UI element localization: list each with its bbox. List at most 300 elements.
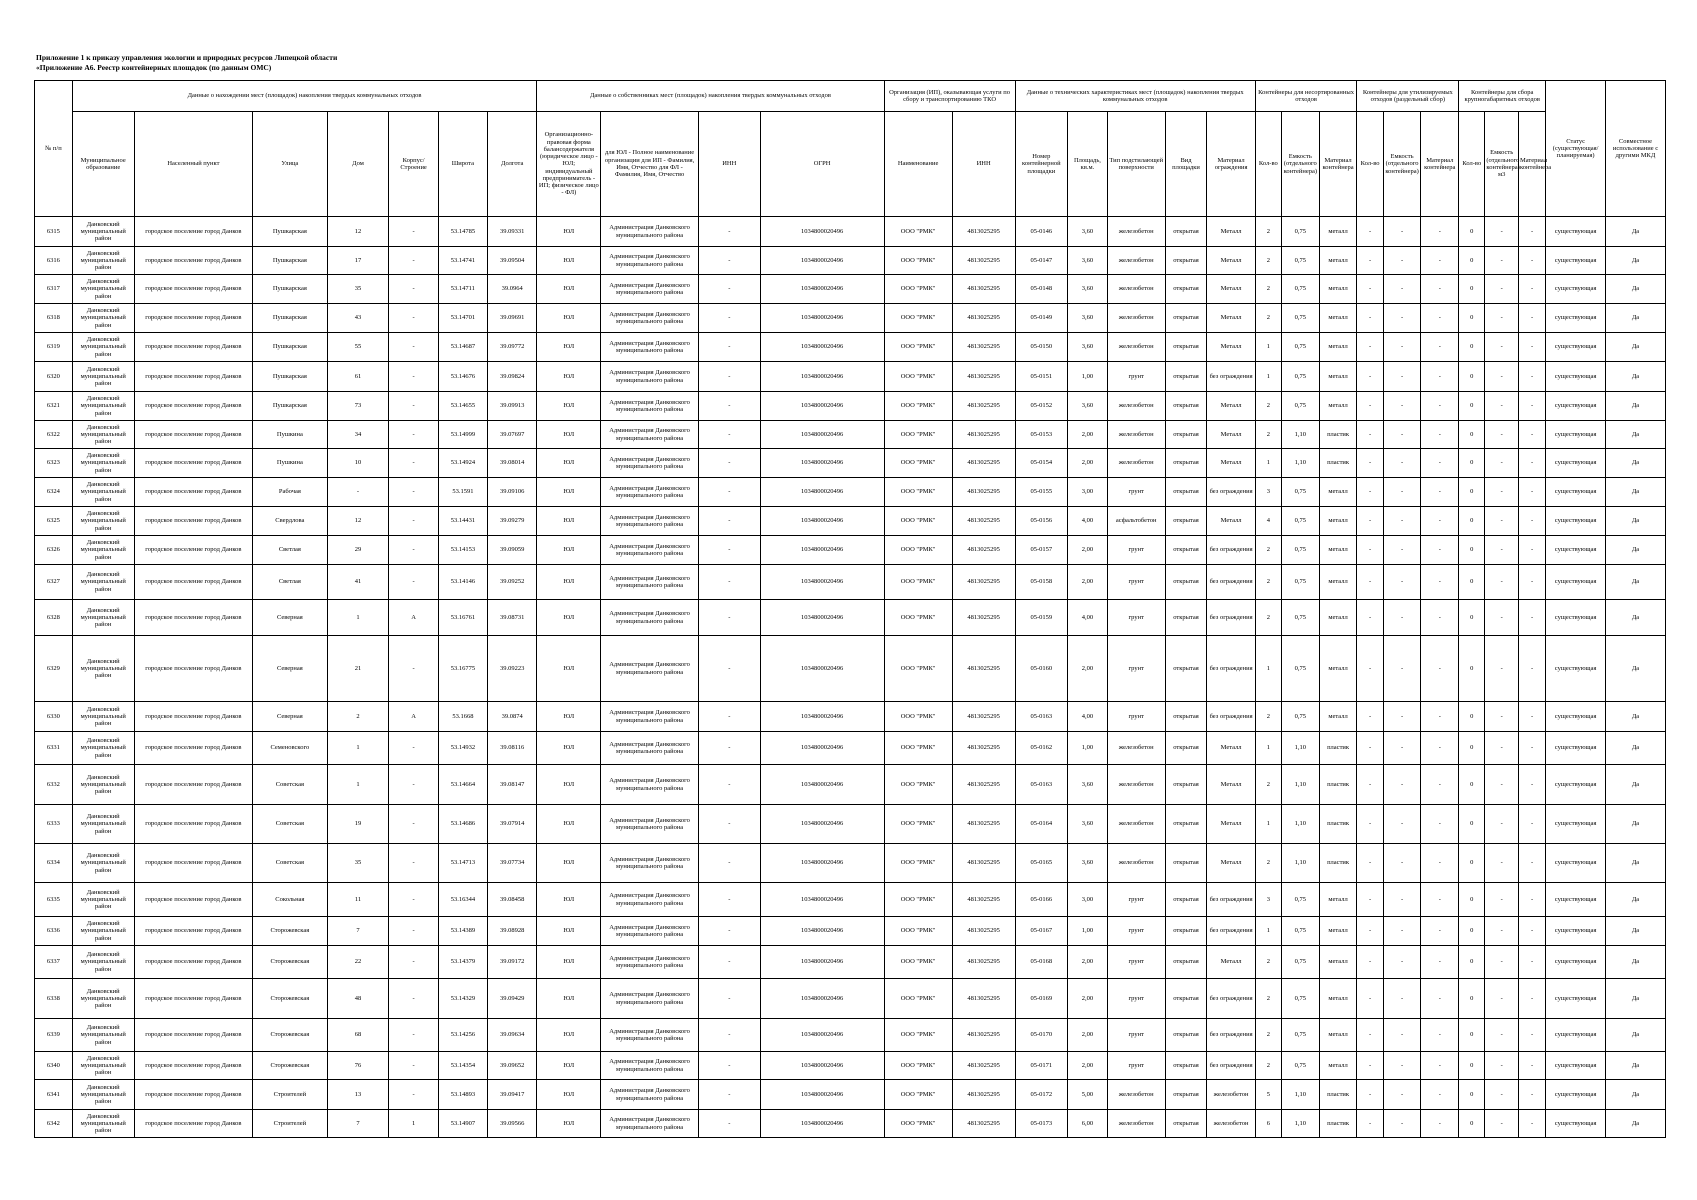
- table-cell: 1034800020496: [760, 275, 884, 304]
- table-row: [35, 765, 1666, 805]
- col-lon: Долгота: [488, 112, 537, 217]
- table-cell: пластик: [1319, 1110, 1357, 1138]
- table-cell: 6325: [35, 507, 73, 536]
- table-cell: 05-0153: [1015, 421, 1067, 449]
- table-cell: 53.1668: [438, 702, 487, 732]
- table-cell: 3,60: [1068, 392, 1108, 421]
- table-cell: 4813025295: [952, 979, 1015, 1019]
- table-cell: железобетон: [1107, 765, 1165, 805]
- table-cell: Администрация Данковского муниципального района: [601, 421, 699, 449]
- table-cell: ЮЛ: [537, 247, 601, 275]
- table-cell: без ограждения: [1207, 1052, 1255, 1080]
- table-cell: -: [1485, 946, 1519, 979]
- table-cell: -: [1357, 1019, 1383, 1052]
- table-cell: грунт: [1107, 702, 1165, 732]
- table-cell: 4813025295: [952, 275, 1015, 304]
- table-row: [35, 732, 1666, 765]
- table-cell: открытая: [1165, 1080, 1207, 1110]
- table-row: [35, 536, 1666, 565]
- table-cell: 4813025295: [952, 917, 1015, 946]
- table-cell: ООО "РМК": [884, 362, 952, 392]
- table-cell: -: [1383, 217, 1421, 247]
- table-cell: существующая: [1546, 217, 1606, 247]
- table-cell: 2: [1255, 1052, 1281, 1080]
- col-recycle-material: Материал контейнера: [1421, 112, 1459, 217]
- table-cell: Да: [1605, 392, 1665, 421]
- table-cell: -: [389, 844, 438, 883]
- table-cell: Данковский муниципальный район: [72, 362, 134, 392]
- table-cell: Данковский муниципальный район: [72, 449, 134, 478]
- table-cell: открытая: [1165, 765, 1207, 805]
- table-cell: пластик: [1319, 732, 1357, 765]
- table-cell: 6337: [35, 946, 73, 979]
- col-bulky-qty: Кол-во: [1459, 112, 1485, 217]
- table-cell: Пушкина: [253, 449, 327, 478]
- table-cell: открытая: [1165, 946, 1207, 979]
- table-cell: Металл: [1207, 765, 1255, 805]
- table-cell: 2: [1255, 247, 1281, 275]
- table-cell: 53.16761: [438, 600, 487, 636]
- table-cell: 4,00: [1068, 600, 1108, 636]
- table-cell: городское поселение город Данков: [134, 917, 253, 946]
- table-cell: 0: [1459, 979, 1485, 1019]
- table-cell: открытая: [1165, 449, 1207, 478]
- table-cell: Пушкарская: [253, 392, 327, 421]
- table-cell: -: [1383, 478, 1421, 507]
- table-cell: асфальтобетон: [1107, 507, 1165, 536]
- table-cell: 0: [1459, 946, 1485, 979]
- table-row: [35, 1080, 1666, 1110]
- col-house: Дом: [327, 112, 389, 217]
- col-ogrn: ОГРН: [760, 112, 884, 217]
- table-cell: Данковский муниципальный район: [72, 805, 134, 844]
- table-cell: -: [1421, 449, 1459, 478]
- table-cell: 05-0171: [1015, 1052, 1067, 1080]
- table-cell: -: [1383, 702, 1421, 732]
- table-cell: открытая: [1165, 917, 1207, 946]
- table-cell: 0: [1459, 275, 1485, 304]
- table-cell: 1,00: [1068, 732, 1108, 765]
- table-cell: 0: [1459, 917, 1485, 946]
- table-cell: ЮЛ: [537, 421, 601, 449]
- table-cell: Свердлова: [253, 507, 327, 536]
- table-cell: 53.14711: [438, 275, 487, 304]
- table-cell: 1034800020496: [760, 333, 884, 362]
- table-cell: железобетон: [1107, 844, 1165, 883]
- table-cell: -: [698, 392, 760, 421]
- table-cell: городское поселение город Данков: [134, 1080, 253, 1110]
- table-cell: -: [389, 883, 438, 917]
- table-cell: -: [1485, 565, 1519, 600]
- table-cell: 39.09566: [488, 1110, 537, 1138]
- table-cell: Администрация Данковского муниципального района: [601, 1019, 699, 1052]
- table-cell: ЮЛ: [537, 765, 601, 805]
- table-cell: ООО "РМК": [884, 536, 952, 565]
- table-cell: ООО "РМК": [884, 217, 952, 247]
- table-cell: 53.14924: [438, 449, 487, 478]
- table-cell: 6,00: [1068, 1110, 1108, 1138]
- table-cell: металл: [1319, 392, 1357, 421]
- table-cell: -: [1383, 247, 1421, 275]
- table-cell: металл: [1319, 600, 1357, 636]
- table-cell: без ограждения: [1207, 702, 1255, 732]
- table-cell: 48: [327, 979, 389, 1019]
- table-cell: -: [389, 478, 438, 507]
- table-cell: 05-0152: [1015, 392, 1067, 421]
- table-cell: ЮЛ: [537, 979, 601, 1019]
- table-cell: Администрация Данковского муниципального района: [601, 946, 699, 979]
- table-cell: 53.14655: [438, 392, 487, 421]
- table-cell: 0: [1459, 421, 1485, 449]
- table-row: [35, 702, 1666, 732]
- table-cell: ЮЛ: [537, 217, 601, 247]
- table-cell: 39.09331: [488, 217, 537, 247]
- table-cell: 39.09172: [488, 946, 537, 979]
- table-cell: -: [1485, 883, 1519, 917]
- table-cell: 1: [1255, 732, 1281, 765]
- table-cell: -: [1485, 1019, 1519, 1052]
- table-cell: 3,60: [1068, 217, 1108, 247]
- table-cell: 0,75: [1281, 1019, 1319, 1052]
- table-cell: -: [1518, 333, 1545, 362]
- table-cell: 4813025295: [952, 536, 1015, 565]
- table-cell: ЮЛ: [537, 946, 601, 979]
- table-cell: 73: [327, 392, 389, 421]
- table-cell: ООО "РМК": [884, 1052, 952, 1080]
- table-cell: городское поселение город Данков: [134, 1052, 253, 1080]
- table-cell: 1: [327, 600, 389, 636]
- table-cell: городское поселение город Данков: [134, 247, 253, 275]
- table-cell: Администрация Данковского муниципального района: [601, 565, 699, 600]
- table-cell: 05-0150: [1015, 333, 1067, 362]
- table-cell: -: [1357, 600, 1383, 636]
- table-cell: железобетон: [1107, 1080, 1165, 1110]
- table-cell: 1034800020496: [760, 844, 884, 883]
- table-cell: 3: [1255, 883, 1281, 917]
- table-cell: ЮЛ: [537, 636, 601, 702]
- table-cell: -: [1518, 247, 1545, 275]
- table-cell: 0,75: [1281, 946, 1319, 979]
- table-cell: Металл: [1207, 946, 1255, 979]
- table-cell: 1034800020496: [760, 702, 884, 732]
- table-cell: открытая: [1165, 392, 1207, 421]
- table-cell: существующая: [1546, 1110, 1606, 1138]
- table-cell: 1: [327, 765, 389, 805]
- table-cell: 39.09772: [488, 333, 537, 362]
- table-cell: -: [1357, 449, 1383, 478]
- table-cell: ООО "РМК": [884, 478, 952, 507]
- table-cell: -: [389, 917, 438, 946]
- table-cell: -: [1357, 304, 1383, 333]
- table-cell: открытая: [1165, 421, 1207, 449]
- table-cell: Да: [1605, 478, 1665, 507]
- table-cell: 39.09634: [488, 1019, 537, 1052]
- table-cell: -: [1357, 979, 1383, 1019]
- table-cell: -: [1518, 1052, 1545, 1080]
- table-cell: Данковский муниципальный район: [72, 1080, 134, 1110]
- table-cell: 1: [327, 732, 389, 765]
- table-cell: существующая: [1546, 946, 1606, 979]
- table-cell: 17: [327, 247, 389, 275]
- table-cell: 6335: [35, 883, 73, 917]
- table-cell: -: [1357, 805, 1383, 844]
- table-cell: -: [389, 946, 438, 979]
- table-cell: 4813025295: [952, 304, 1015, 333]
- table-cell: железобетон: [1207, 1110, 1255, 1138]
- table-cell: 2: [1255, 217, 1281, 247]
- table-cell: 0,75: [1281, 392, 1319, 421]
- table-cell: 1,10: [1281, 765, 1319, 805]
- table-cell: без ограждения: [1207, 883, 1255, 917]
- table-cell: 41: [327, 565, 389, 600]
- table-cell: металл: [1319, 536, 1357, 565]
- table-cell: Данковский муниципальный район: [72, 979, 134, 1019]
- table-cell: 6321: [35, 392, 73, 421]
- table-cell: 53.1591: [438, 478, 487, 507]
- table-cell: ООО "РМК": [884, 600, 952, 636]
- table-cell: Данковский муниципальный район: [72, 732, 134, 765]
- registry-table: [34, 80, 1666, 1138]
- table-cell: -: [1485, 247, 1519, 275]
- table-cell: -: [1421, 600, 1459, 636]
- table-cell: городское поселение город Данков: [134, 304, 253, 333]
- table-cell: 0,75: [1281, 507, 1319, 536]
- table-cell: -: [1485, 362, 1519, 392]
- table-cell: 53.14686: [438, 805, 487, 844]
- table-cell: Северная: [253, 600, 327, 636]
- table-cell: 0,75: [1281, 883, 1319, 917]
- table-cell: 2,00: [1068, 946, 1108, 979]
- table-cell: 05-0169: [1015, 979, 1067, 1019]
- table-cell: городское поселение город Данков: [134, 217, 253, 247]
- col-lat: Широта: [438, 112, 487, 217]
- table-cell: металл: [1319, 946, 1357, 979]
- table-cell: существующая: [1546, 392, 1606, 421]
- table-cell: 1,10: [1281, 421, 1319, 449]
- table-cell: 39.09106: [488, 478, 537, 507]
- table-cell: Да: [1605, 1110, 1665, 1138]
- table-cell: 6326: [35, 536, 73, 565]
- table-cell: 6320: [35, 362, 73, 392]
- table-cell: существующая: [1546, 883, 1606, 917]
- table-cell: -: [1383, 732, 1421, 765]
- table-cell: -: [1421, 883, 1459, 917]
- table-cell: -: [389, 1080, 438, 1110]
- table-cell: 1,00: [1068, 362, 1108, 392]
- table-cell: -: [1357, 478, 1383, 507]
- table-cell: городское поселение город Данков: [134, 362, 253, 392]
- table-cell: 05-0160: [1015, 636, 1067, 702]
- table-cell: 39.07697: [488, 421, 537, 449]
- table-cell: 6319: [35, 333, 73, 362]
- table-cell: 05-0162: [1015, 732, 1067, 765]
- table-cell: 2: [1255, 600, 1281, 636]
- table-cell: городское поселение город Данков: [134, 449, 253, 478]
- table-cell: -: [1383, 449, 1421, 478]
- table-cell: металл: [1319, 917, 1357, 946]
- table-cell: Администрация Данковского муниципального района: [601, 1110, 699, 1138]
- table-row: [35, 275, 1666, 304]
- table-cell: городское поселение город Данков: [134, 565, 253, 600]
- table-cell: -: [698, 507, 760, 536]
- table-cell: -: [698, 333, 760, 362]
- table-cell: 1034800020496: [760, 600, 884, 636]
- table-cell: Да: [1605, 946, 1665, 979]
- table-cell: Данковский муниципальный район: [72, 536, 134, 565]
- table-cell: -: [1357, 275, 1383, 304]
- table-cell: открытая: [1165, 536, 1207, 565]
- table-cell: 6317: [35, 275, 73, 304]
- table-cell: Да: [1605, 275, 1665, 304]
- table-cell: -: [389, 333, 438, 362]
- table-cell: 1034800020496: [760, 247, 884, 275]
- table-cell: -: [698, 636, 760, 702]
- table-cell: -: [1357, 217, 1383, 247]
- table-cell: существующая: [1546, 844, 1606, 883]
- table-cell: 2: [1255, 421, 1281, 449]
- table-cell: 1034800020496: [760, 1019, 884, 1052]
- table-cell: 4813025295: [952, 1110, 1015, 1138]
- table-cell: 1034800020496: [760, 392, 884, 421]
- table-cell: 0,75: [1281, 247, 1319, 275]
- table-cell: Да: [1605, 1019, 1665, 1052]
- table-cell: Администрация Данковского муниципального района: [601, 507, 699, 536]
- table-cell: 39.08014: [488, 449, 537, 478]
- table-cell: 10: [327, 449, 389, 478]
- table-cell: Да: [1605, 979, 1665, 1019]
- col-operator-inn: ИНН: [952, 112, 1015, 217]
- table-cell: 53.14329: [438, 979, 487, 1019]
- table-cell: Данковский муниципальный район: [72, 946, 134, 979]
- table-cell: 76: [327, 1052, 389, 1080]
- table-cell: 53.14664: [438, 765, 487, 805]
- table-cell: железобетон: [1107, 392, 1165, 421]
- table-cell: -: [1485, 844, 1519, 883]
- table-cell: 3,60: [1068, 333, 1108, 362]
- table-row: [35, 1019, 1666, 1052]
- table-cell: существующая: [1546, 702, 1606, 732]
- table-cell: Да: [1605, 600, 1665, 636]
- table-cell: 53.14932: [438, 732, 487, 765]
- table-cell: -: [389, 979, 438, 1019]
- table-cell: железобетон: [1207, 1080, 1255, 1110]
- table-cell: ООО "РМК": [884, 883, 952, 917]
- table-cell: Металл: [1207, 449, 1255, 478]
- table-cell: городское поселение город Данков: [134, 333, 253, 362]
- table-cell: 5,00: [1068, 1080, 1108, 1110]
- table-cell: 0: [1459, 507, 1485, 536]
- table-cell: грунт: [1107, 917, 1165, 946]
- table-row: [35, 946, 1666, 979]
- table-cell: открытая: [1165, 600, 1207, 636]
- table-cell: городское поселение город Данков: [134, 732, 253, 765]
- table-cell: 6336: [35, 917, 73, 946]
- table-cell: -: [698, 979, 760, 1019]
- table-cell: 0: [1459, 392, 1485, 421]
- table-cell: Данковский муниципальный район: [72, 702, 134, 732]
- table-cell: 39.09059: [488, 536, 537, 565]
- table-cell: открытая: [1165, 247, 1207, 275]
- table-cell: -: [1485, 478, 1519, 507]
- table-cell: Данковский муниципальный район: [72, 565, 134, 600]
- table-cell: 2,00: [1068, 1052, 1108, 1080]
- table-cell: 4813025295: [952, 844, 1015, 883]
- table-cell: Данковский муниципальный район: [72, 883, 134, 917]
- col-recycle-capacity: Емкость (отдельного контейнера): [1383, 112, 1421, 217]
- table-cell: пластик: [1319, 844, 1357, 883]
- table-cell: -: [1421, 217, 1459, 247]
- table-cell: городское поселение город Данков: [134, 507, 253, 536]
- table-cell: существующая: [1546, 304, 1606, 333]
- table-cell: -: [1518, 507, 1545, 536]
- table-cell: 12: [327, 507, 389, 536]
- table-cell: Данковский муниципальный район: [72, 917, 134, 946]
- table-cell: -: [1518, 844, 1545, 883]
- table-cell: 68: [327, 1019, 389, 1052]
- table-cell: существующая: [1546, 333, 1606, 362]
- col-bulky-capacity: Емкость (отдельного контейнера) м3: [1485, 112, 1519, 217]
- table-cell: -: [389, 507, 438, 536]
- table-cell: 0,75: [1281, 979, 1319, 1019]
- table-cell: -: [1357, 765, 1383, 805]
- table-cell: -: [1357, 636, 1383, 702]
- table-cell: 05-0149: [1015, 304, 1067, 333]
- table-cell: Сторожевская: [253, 1052, 327, 1080]
- table-cell: 1034800020496: [760, 217, 884, 247]
- table-cell: 4813025295: [952, 732, 1015, 765]
- table-cell: -: [698, 565, 760, 600]
- table-cell: 6342: [35, 1110, 73, 1138]
- table-row: [35, 392, 1666, 421]
- table-cell: существующая: [1546, 1052, 1606, 1080]
- table-cell: Да: [1605, 844, 1665, 883]
- table-row: [35, 217, 1666, 247]
- table-cell: 3,60: [1068, 844, 1108, 883]
- table-cell: Данковский муниципальный район: [72, 765, 134, 805]
- table-cell: 2: [1255, 844, 1281, 883]
- table-cell: Сокольная: [253, 883, 327, 917]
- table-cell: 0: [1459, 217, 1485, 247]
- table-cell: железобетон: [1107, 732, 1165, 765]
- table-cell: -: [1383, 844, 1421, 883]
- table-cell: Администрация Данковского муниципального района: [601, 1052, 699, 1080]
- table-cell: 6: [1255, 1110, 1281, 1138]
- table-cell: городское поселение город Данков: [134, 536, 253, 565]
- table-cell: -: [698, 883, 760, 917]
- table-cell: 05-0163: [1015, 702, 1067, 732]
- table-row: [35, 1110, 1666, 1138]
- table-cell: 1034800020496: [760, 1052, 884, 1080]
- table-cell: 61: [327, 362, 389, 392]
- table-cell: Металл: [1207, 217, 1255, 247]
- table-cell: железобетон: [1107, 421, 1165, 449]
- table-cell: -: [389, 565, 438, 600]
- table-cell: существующая: [1546, 732, 1606, 765]
- table-cell: 05-0155: [1015, 478, 1067, 507]
- table-cell: -: [698, 765, 760, 805]
- table-cell: металл: [1319, 247, 1357, 275]
- table-cell: Да: [1605, 449, 1665, 478]
- table-cell: Да: [1605, 362, 1665, 392]
- table-cell: -: [1518, 883, 1545, 917]
- table-cell: 6329: [35, 636, 73, 702]
- table-cell: железобетон: [1107, 805, 1165, 844]
- table-cell: Семеновского: [253, 732, 327, 765]
- table-header: [35, 81, 1666, 217]
- table-cell: -: [1383, 600, 1421, 636]
- table-cell: ЮЛ: [537, 917, 601, 946]
- table-cell: ЮЛ: [537, 844, 601, 883]
